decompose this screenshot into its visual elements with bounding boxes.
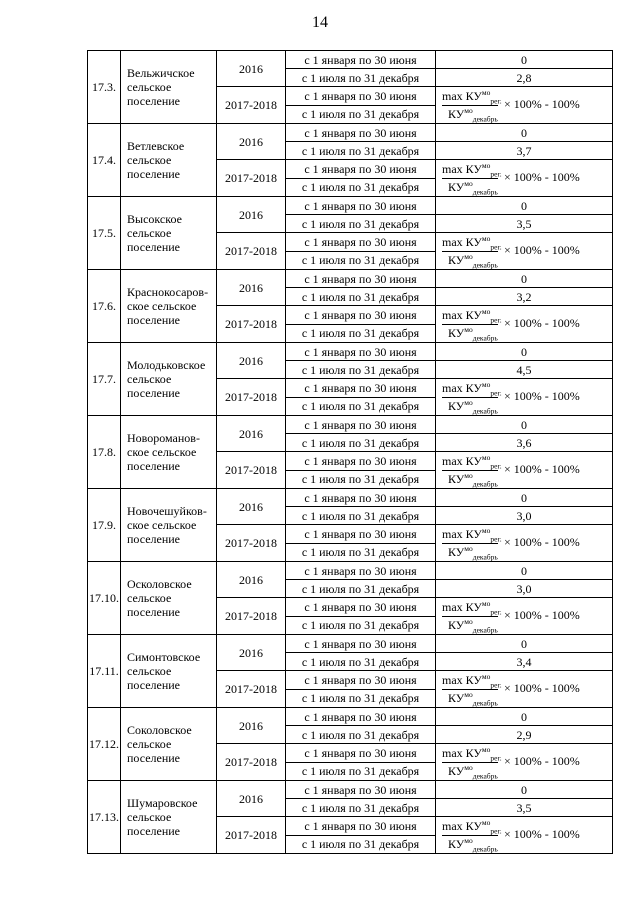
- growth-formula: $\max КУ^{мо}_{рег.}$ $КУ^{мо}_{декабрь}$ × 100% - 100%: [442, 161, 580, 197]
- value-cell: 0: [436, 197, 613, 215]
- period-cell: с 1 июля по 31 декабря: [286, 726, 436, 744]
- value-cell: 0: [436, 781, 613, 799]
- row-number: 17.7.: [88, 343, 121, 416]
- year-cell: 2016: [217, 270, 286, 306]
- value-cell: 0: [436, 562, 613, 580]
- year-cell: 2017-2018: [217, 160, 286, 197]
- value-cell: 3,0: [436, 507, 613, 525]
- year-cell: 2016: [217, 562, 286, 598]
- table-row: [88, 635, 613, 653]
- period-cell: с 1 января по 30 июня: [286, 87, 436, 106]
- year-cell: 2016: [217, 343, 286, 379]
- formula-cell: [436, 379, 613, 416]
- table-row: [88, 124, 613, 142]
- period-cell: с 1 июля по 31 декабря: [286, 361, 436, 379]
- year-cell: 2017-2018: [217, 379, 286, 416]
- growth-formula: $\max КУ^{мо}_{рег.}$ $КУ^{мо}_{декабрь}$ × 100% - 100%: [442, 234, 580, 270]
- period-cell: с 1 июля по 31 декабря: [286, 178, 436, 197]
- growth-formula: $\max КУ^{мо}_{рег.}$ $КУ^{мо}_{декабрь}$ × 100% - 100%: [442, 453, 580, 489]
- formula-cell: [436, 87, 613, 124]
- growth-formula: $\max КУ^{мо}_{рег.}$ $КУ^{мо}_{декабрь}$ × 100% - 100%: [442, 672, 580, 708]
- value-cell: 3,5: [436, 799, 613, 817]
- formula-cell: [436, 233, 613, 270]
- value-cell: 3,6: [436, 434, 613, 452]
- year-cell: 2017-2018: [217, 306, 286, 343]
- period-cell: с 1 января по 30 июня: [286, 781, 436, 799]
- period-cell: с 1 января по 30 июня: [286, 379, 436, 398]
- period-cell: с 1 июля по 31 декабря: [286, 251, 436, 270]
- period-cell: с 1 января по 30 июня: [286, 525, 436, 544]
- formula-cell: [436, 306, 613, 343]
- settlement-name: Высокское сельское поселение: [121, 197, 217, 270]
- growth-formula: $\max КУ^{мо}_{рег.}$ $КУ^{мо}_{декабрь}$ × 100% - 100%: [442, 745, 580, 781]
- settlement-name: Симонтовское сельское поселение: [121, 635, 217, 708]
- formula-cell: [436, 598, 613, 635]
- year-cell: 2016: [217, 197, 286, 233]
- period-cell: с 1 июля по 31 декабря: [286, 543, 436, 562]
- row-number: 17.3.: [88, 51, 121, 124]
- year-cell: 2016: [217, 51, 286, 87]
- year-cell: 2017-2018: [217, 87, 286, 124]
- value-cell: 3,0: [436, 580, 613, 598]
- period-cell: с 1 января по 30 июня: [286, 343, 436, 361]
- table-row: [88, 708, 613, 726]
- settlement-name: Новороманов-ское сельское поселение: [121, 416, 217, 489]
- value-cell: 0: [436, 124, 613, 142]
- year-cell: 2017-2018: [217, 525, 286, 562]
- period-cell: с 1 января по 30 июня: [286, 160, 436, 179]
- growth-formula: $\max КУ^{мо}_{рег.}$ $КУ^{мо}_{декабрь}$ × 100% - 100%: [442, 88, 580, 124]
- period-cell: с 1 января по 30 июня: [286, 51, 436, 69]
- settlement-name: Шумаровское сельское поселение: [121, 781, 217, 854]
- period-cell: с 1 июля по 31 декабря: [286, 215, 436, 233]
- value-cell: 0: [436, 416, 613, 434]
- page-number: 14: [312, 14, 328, 31]
- value-cell: 0: [436, 708, 613, 726]
- year-cell: 2016: [217, 635, 286, 671]
- year-cell: 2017-2018: [217, 598, 286, 635]
- year-cell: 2016: [217, 708, 286, 744]
- value-cell: 3,4: [436, 653, 613, 671]
- period-cell: с 1 июля по 31 декабря: [286, 799, 436, 817]
- settlement-name: Осколовское сельское поселение: [121, 562, 217, 635]
- period-cell: с 1 января по 30 июня: [286, 562, 436, 580]
- table-row: [88, 416, 613, 434]
- value-cell: 0: [436, 489, 613, 507]
- value-cell: 4,5: [436, 361, 613, 379]
- period-cell: с 1 января по 30 июня: [286, 489, 436, 507]
- value-cell: 3,2: [436, 288, 613, 306]
- value-cell: 0: [436, 343, 613, 361]
- period-cell: с 1 июля по 31 декабря: [286, 616, 436, 635]
- period-cell: с 1 июля по 31 декабря: [286, 69, 436, 87]
- row-number: 17.6.: [88, 270, 121, 343]
- year-cell: 2017-2018: [217, 671, 286, 708]
- year-cell: 2017-2018: [217, 744, 286, 781]
- growth-formula: $\max КУ^{мо}_{рег.}$ $КУ^{мо}_{декабрь}$ × 100% - 100%: [442, 818, 580, 854]
- formula-cell: [436, 671, 613, 708]
- period-cell: с 1 января по 30 июня: [286, 744, 436, 763]
- period-cell: с 1 января по 30 июня: [286, 671, 436, 690]
- period-cell: с 1 января по 30 июня: [286, 233, 436, 252]
- row-number: 17.12.: [88, 708, 121, 781]
- row-number: 17.4.: [88, 124, 121, 197]
- settlement-name: Вельжичское сельское поселение: [121, 51, 217, 124]
- value-cell: 2,8: [436, 69, 613, 87]
- period-cell: с 1 июля по 31 декабря: [286, 397, 436, 416]
- period-cell: с 1 января по 30 июня: [286, 270, 436, 288]
- period-cell: с 1 июля по 31 декабря: [286, 142, 436, 160]
- period-cell: с 1 июля по 31 декабря: [286, 762, 436, 781]
- table-row: [88, 343, 613, 361]
- table-row: [88, 270, 613, 288]
- row-number: 17.9.: [88, 489, 121, 562]
- value-cell: 2,9: [436, 726, 613, 744]
- period-cell: с 1 июля по 31 декабря: [286, 580, 436, 598]
- period-cell: с 1 июля по 31 декабря: [286, 288, 436, 306]
- period-cell: с 1 июля по 31 декабря: [286, 470, 436, 489]
- table-row: [88, 197, 613, 215]
- value-cell: 0: [436, 270, 613, 288]
- formula-cell: [436, 160, 613, 197]
- year-cell: 2017-2018: [217, 817, 286, 854]
- table-row: [88, 781, 613, 799]
- period-cell: с 1 января по 30 июня: [286, 598, 436, 617]
- settlement-name: Молодьковское сельское поселение: [121, 343, 217, 416]
- period-cell: с 1 января по 30 июня: [286, 197, 436, 215]
- period-cell: с 1 января по 30 июня: [286, 124, 436, 142]
- table-row: [88, 489, 613, 507]
- settlement-name: Ветлевское сельское поселение: [121, 124, 217, 197]
- period-cell: с 1 января по 30 июня: [286, 635, 436, 653]
- period-cell: с 1 июля по 31 декабря: [286, 324, 436, 343]
- year-cell: 2016: [217, 781, 286, 817]
- period-cell: с 1 января по 30 июня: [286, 708, 436, 726]
- growth-formula: $\max КУ^{мо}_{рег.}$ $КУ^{мо}_{декабрь}$ × 100% - 100%: [442, 380, 580, 416]
- year-cell: 2017-2018: [217, 233, 286, 270]
- row-number: 17.5.: [88, 197, 121, 270]
- period-cell: с 1 июля по 31 декабря: [286, 835, 436, 854]
- value-cell: 3,7: [436, 142, 613, 160]
- period-cell: с 1 июля по 31 декабря: [286, 653, 436, 671]
- period-cell: с 1 января по 30 июня: [286, 452, 436, 471]
- period-cell: с 1 января по 30 июня: [286, 306, 436, 325]
- year-cell: 2016: [217, 489, 286, 525]
- value-cell: 0: [436, 51, 613, 69]
- row-number: 17.13.: [88, 781, 121, 854]
- value-cell: 0: [436, 635, 613, 653]
- formula-cell: [436, 744, 613, 781]
- formula-cell: [436, 817, 613, 854]
- period-cell: с 1 июля по 31 декабря: [286, 507, 436, 525]
- row-number: 17.10.: [88, 562, 121, 635]
- table-row: [88, 51, 613, 69]
- settlement-name: Соколовское сельское поселение: [121, 708, 217, 781]
- growth-formula: $\max КУ^{мо}_{рег.}$ $КУ^{мо}_{декабрь}$ × 100% - 100%: [442, 599, 580, 635]
- formula-cell: [436, 525, 613, 562]
- period-cell: с 1 июля по 31 декабря: [286, 105, 436, 124]
- period-cell: с 1 января по 30 июня: [286, 416, 436, 434]
- settlement-name: Краснокосаров-ское сельское поселение: [121, 270, 217, 343]
- row-number: 17.8.: [88, 416, 121, 489]
- year-cell: 2016: [217, 416, 286, 452]
- growth-formula: $\max КУ^{мо}_{рег.}$ $КУ^{мо}_{декабрь}$ × 100% - 100%: [442, 307, 580, 343]
- value-cell: 3,5: [436, 215, 613, 233]
- tariff-table: [87, 50, 613, 854]
- year-cell: 2017-2018: [217, 452, 286, 489]
- period-cell: с 1 июля по 31 декабря: [286, 434, 436, 452]
- table-row: [88, 562, 613, 580]
- formula-cell: [436, 452, 613, 489]
- growth-formula: $\max КУ^{мо}_{рег.}$ $КУ^{мо}_{декабрь}$ × 100% - 100%: [442, 526, 580, 562]
- year-cell: 2016: [217, 124, 286, 160]
- settlement-name: Новочешуйков-ское сельское поселение: [121, 489, 217, 562]
- row-number: 17.11.: [88, 635, 121, 708]
- period-cell: с 1 июля по 31 декабря: [286, 689, 436, 708]
- period-cell: с 1 января по 30 июня: [286, 817, 436, 836]
